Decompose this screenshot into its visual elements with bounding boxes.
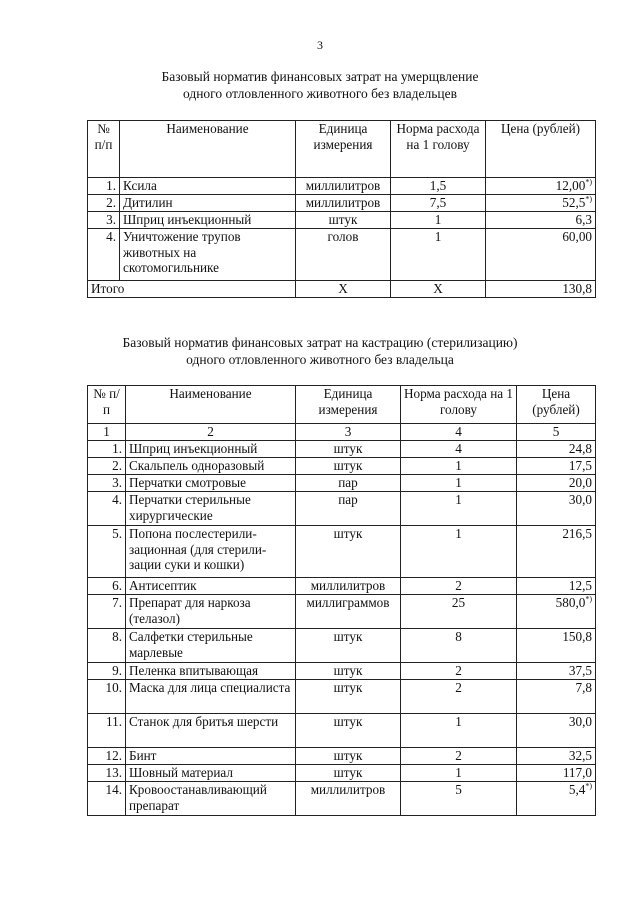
header-unit: Единица измерения (296, 121, 391, 178)
row-num: 14. (88, 782, 126, 816)
footnote-mark: *) (585, 594, 592, 604)
table-row (88, 680, 596, 714)
price-value: 580,0 (555, 595, 586, 610)
row-norm: 1 (401, 492, 517, 526)
row-norm: 1 (401, 765, 517, 782)
row-unit: штук (296, 458, 401, 475)
row-num: 7. (88, 595, 126, 629)
table-row (88, 492, 596, 526)
row-price: 37,5 (517, 663, 596, 680)
row-unit: миллилитров (296, 578, 401, 595)
row-price: 17,5 (517, 458, 596, 475)
row-name: Шприц инъекционный (126, 441, 296, 458)
row-num: 11. (88, 714, 126, 748)
table-row (88, 663, 596, 680)
footnote-mark: *) (585, 781, 592, 791)
row-unit: штук (296, 765, 401, 782)
table-row (88, 765, 596, 782)
table-row (88, 782, 596, 816)
row-unit: штук (296, 714, 401, 748)
row-unit: миллилитров (296, 195, 391, 212)
row-price (486, 195, 596, 212)
row-price: 150,8 (517, 629, 596, 663)
section1-title-line-2: одного отловленного животного без владельцев (182, 86, 458, 101)
row-num: 4. (88, 492, 126, 526)
table-row (88, 178, 596, 195)
row-unit: пар (296, 475, 401, 492)
total-norm: Х (391, 281, 486, 298)
row-name: Шовный материал (126, 765, 296, 782)
row-price (517, 595, 596, 629)
footnote-mark: *) (585, 177, 592, 187)
table-header-row (88, 386, 596, 424)
table-row (88, 629, 596, 663)
row-price (486, 178, 596, 195)
row-norm: 2 (401, 748, 517, 765)
col-number: 1 (88, 424, 126, 441)
row-name: Кровоостанавливающий препарат (126, 782, 296, 816)
section2-title-line-2: одного отловленного животного без владельца (186, 352, 454, 367)
row-unit: миллилитров (296, 782, 401, 816)
table-row (88, 475, 596, 492)
price-value: 60,00 (562, 229, 592, 244)
row-price: 216,5 (517, 526, 596, 578)
row-norm: 2 (401, 680, 517, 714)
table-row (88, 578, 596, 595)
row-name: Шприц инъекционный (120, 212, 296, 229)
row-name: Антисептик (126, 578, 296, 595)
table-row (88, 229, 596, 281)
row-unit: штук (296, 680, 401, 714)
row-price: 20,0 (517, 475, 596, 492)
row-unit: штук (296, 663, 401, 680)
section1-title (0, 68, 640, 102)
row-num: 1. (88, 178, 120, 195)
table-row (88, 195, 596, 212)
row-name: Салфетки стерильные марлевые (126, 629, 296, 663)
row-norm: 1 (401, 458, 517, 475)
row-num: 3. (88, 212, 120, 229)
row-unit: штук (296, 212, 391, 229)
row-price: 117,0 (517, 765, 596, 782)
col-number: 4 (401, 424, 517, 441)
row-unit: штук (296, 748, 401, 765)
col-number: 3 (296, 424, 401, 441)
col-number: 5 (517, 424, 596, 441)
total-unit: Х (296, 281, 391, 298)
section1-title-line-1: Базовый норматив финансовых затрат на умерщвление (161, 69, 479, 84)
row-num: 12. (88, 748, 126, 765)
row-price (486, 212, 596, 229)
row-num: 4. (88, 229, 120, 281)
header-name: Наименование (120, 121, 296, 178)
row-name: Дитилин (120, 195, 296, 212)
row-unit: штук (296, 629, 401, 663)
table-row (88, 212, 596, 229)
row-price: 30,0 (517, 714, 596, 748)
header-norm: Норма расхода на 1 голову (401, 386, 517, 424)
row-unit: штук (296, 526, 401, 578)
row-name: Перчатки смотровые (126, 475, 296, 492)
table-row (88, 441, 596, 458)
row-num: 1. (88, 441, 126, 458)
section2-title (0, 334, 640, 368)
row-num: 10. (88, 680, 126, 714)
row-num: 3. (88, 475, 126, 492)
row-unit: миллиграммов (296, 595, 401, 629)
page-number: 3 (317, 38, 323, 52)
row-name: Ксила (120, 178, 296, 195)
row-norm: 1 (391, 229, 486, 281)
header-unit: Единица измерения (296, 386, 401, 424)
price-value: 12,00 (555, 178, 586, 193)
header-norm: Норма расхода на 1 голову (391, 121, 486, 178)
table-row (88, 458, 596, 475)
column-number-row (88, 424, 596, 441)
row-name: Попона послестерили-зационная (для стерили-зации суки и кошки) (126, 526, 296, 578)
row-unit: пар (296, 492, 401, 526)
row-norm: 2 (401, 578, 517, 595)
row-name: Скальпель одноразовый (126, 458, 296, 475)
table-row (88, 714, 596, 748)
row-name: Препарат для наркоза (телазол) (126, 595, 296, 629)
row-unit: миллилитров (296, 178, 391, 195)
row-num: 13. (88, 765, 126, 782)
header-price: Цена (рублей) (517, 386, 596, 424)
row-price (517, 782, 596, 816)
price-value: 5,4 (568, 782, 586, 797)
row-norm: 2 (401, 663, 517, 680)
row-price: 30,0 (517, 492, 596, 526)
row-norm: 1 (401, 526, 517, 578)
header-name: Наименование (126, 386, 296, 424)
row-norm: 4 (401, 441, 517, 458)
row-num: 2. (88, 458, 126, 475)
row-num: 9. (88, 663, 126, 680)
row-num: 2. (88, 195, 120, 212)
row-name: Бинт (126, 748, 296, 765)
euthanasia-cost-table (87, 120, 596, 298)
row-num: 5. (88, 526, 126, 578)
total-row (88, 281, 596, 298)
row-name: Пеленка впитывающая (126, 663, 296, 680)
row-norm: 25 (401, 595, 517, 629)
row-name: Станок для бритья шерсти (126, 714, 296, 748)
header-num: № п/п (88, 121, 120, 178)
row-norm: 1 (401, 475, 517, 492)
row-price: 32,5 (517, 748, 596, 765)
table-row (88, 748, 596, 765)
row-norm: 5 (401, 782, 517, 816)
header-price: Цена (рублей) (486, 121, 596, 178)
table-row (88, 526, 596, 578)
row-unit: штук (296, 441, 401, 458)
table-header-row (88, 121, 596, 178)
section2-title-line-1: Базовый норматив финансовых затрат на кастрацию (стерилизацию) (122, 335, 518, 350)
row-name: Уничтожение трупов животных на скотомогильнике (120, 229, 296, 281)
row-price (486, 229, 596, 281)
table-row (88, 595, 596, 629)
row-price: 24,8 (517, 441, 596, 458)
row-norm: 1,5 (391, 178, 486, 195)
row-price: 7,8 (517, 680, 596, 714)
col-number: 2 (126, 424, 296, 441)
row-name: Перчатки стерильные хирургические (126, 492, 296, 526)
header-num: № п/п (88, 386, 126, 424)
row-norm: 8 (401, 629, 517, 663)
row-price: 12,5 (517, 578, 596, 595)
price-value: 6,3 (575, 212, 592, 227)
row-norm: 7,5 (391, 195, 486, 212)
price-value: 52,5 (562, 195, 586, 210)
row-norm: 1 (391, 212, 486, 229)
row-num: 8. (88, 629, 126, 663)
row-num: 6. (88, 578, 126, 595)
footnote-mark: *) (585, 194, 592, 204)
total-label: Итого (88, 281, 296, 298)
sterilization-cost-table (87, 385, 596, 816)
row-name: Маска для лица специалиста (126, 680, 296, 714)
row-norm: 1 (401, 714, 517, 748)
total-price: 130,8 (486, 281, 596, 298)
row-unit: голов (296, 229, 391, 281)
